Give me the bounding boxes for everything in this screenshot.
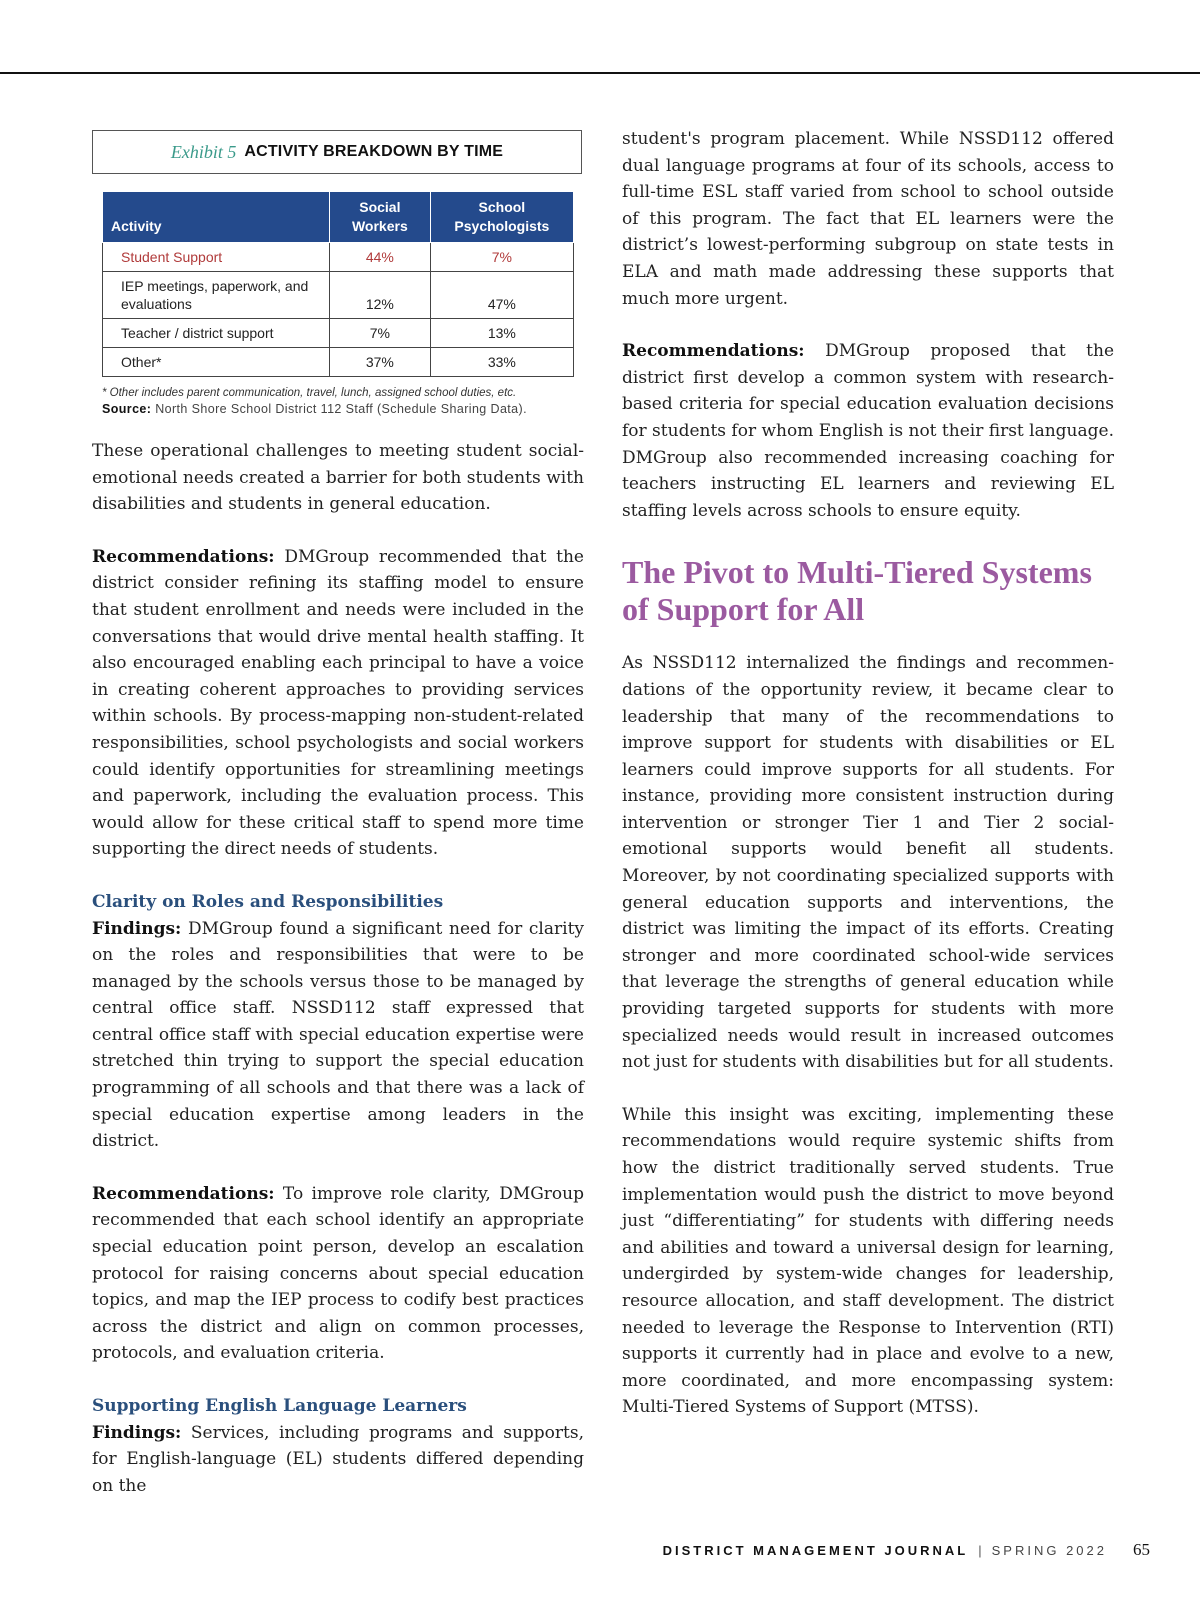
journal-name: DISTRICT MANAGEMENT JOURNAL (662, 1543, 969, 1558)
paragraph: As NSSD112 internalized the findings and recommen-dations of the opportunity review, it became clear to leadership that many of the recommendations to improve support for students with disabilities or EL learners could improve supports for all students. For instance, providing more consistent instruction during intervention or stronger Tier 1 and Tier 2 social-emotional supports would benefit all students. Moreover, by not coordinating specialized supports with general education supports and interventions, the district was limiting the impact of its efforts. Creating stronger and more coordinated school-wide services that leverage the strengths of general education while providing targeted supports for students with more specialized needs would result in increased outcomes not just for students with disabilities but for all students. (622, 653, 1114, 1073)
cell-social-workers: 37% (330, 348, 431, 377)
table-row (103, 348, 574, 377)
cell-activity: Other* (103, 348, 330, 377)
run-in-label: Findings: (92, 918, 182, 939)
paragraph-text: DMGroup recommended that the district consider refining its staffing model to ensure that student enrollment and needs were included in the conversations that would drive mental health staffing. It also encouraged enabling each principal to have a voice in creating coherent approaches to providing services within schools. By process-mapping non-student-related responsibilities, school psychologists and social workers could identify opportunities for streamlining meetings and paperwork, including the evaluation process. This would allow for these critical staff to spend more time supporting the direct needs of students. (92, 546, 584, 860)
subheading: Clarity on Roles and Responsibilities (92, 891, 444, 912)
table-header-row (103, 192, 574, 243)
table-row (103, 243, 574, 272)
exhibit-header (92, 130, 582, 174)
paragraph (92, 1181, 584, 1367)
page-number: 65 (1133, 1540, 1150, 1559)
subheading: Supporting English Language Learners (92, 1396, 467, 1416)
section-heading: The Pivot to Multi-Tiered Systems of Support for All (622, 554, 1092, 628)
table-row (103, 319, 574, 348)
run-in-label: Findings: (92, 1422, 182, 1443)
exhibit-title: ACTIVITY BREAKDOWN BY TIME (244, 143, 504, 160)
paragraph: These operational challenges to meeting student social-emotional needs created a barrier for both students with disabilities and students in general education. (92, 441, 584, 515)
paragraph (92, 1420, 584, 1500)
header-activity: Activity (103, 192, 330, 243)
cell-psychologists: 13% (430, 319, 573, 348)
run-in-label: Recommendations: (92, 546, 275, 567)
activity-table (102, 191, 574, 377)
paragraph: While this insight was exciting, implementing these recommendations would require systemic shifts from how the district traditionally served students. True implementation would push the district to move beyond just “differentiating” for students with differing needs and abilities and toward a universal design for learning, undergirded by system-wide changes for leadership, resource allocation, and staff development. The district needed to leverage the Response to Intervention (RTI) supports it currently had in place and evolve to a new, more coordinated, and more encompassing system: Multi-Tiered Systems of Support (MTSS). (622, 1104, 1114, 1418)
source-label: Source: (102, 402, 152, 416)
paragraph: student's program placement. While NSSD112 offered dual language programs at four of its schools, access to full-time ESL staff varied from school to school outside of this program. The fact that EL learners were the district’s lowest-performing subgroup on state tests in ELA and math made addressing these supports that much more urgent. (622, 129, 1114, 309)
cell-psychologists: 7% (430, 243, 573, 272)
cell-social-workers: 44% (330, 243, 431, 272)
source-text: North Shore School District 112 Staff (Schedule Sharing Data). (155, 402, 527, 416)
cell-psychologists: 33% (430, 348, 573, 377)
table-note: * Other includes parent communication, travel, lunch, assigned school duties, etc. (102, 387, 517, 399)
cell-social-workers: 7% (330, 319, 431, 348)
run-in-label: Recommendations: (622, 341, 805, 362)
run-in-label: Recommendations: (92, 1183, 275, 1204)
cell-social-workers: 12% (330, 272, 431, 319)
cell-activity: Teacher / district support (103, 319, 330, 348)
table-row (103, 272, 574, 319)
issue-season: SPRING 2022 (991, 1543, 1107, 1558)
paragraph-text: Services, including programs and supports, for English-language (EL) students differed depending on the (92, 1422, 584, 1496)
paragraph-text: To improve role clarity, DMGroup recommended that each school identify an appropriate special education point person, develop an escalation protocol for raising concerns about special education topics, and map the IEP process to codify best practices across the district and align on common processes, protocols, and evaluation criteria. (92, 1183, 585, 1364)
header-psychologists: School Psychologists (430, 192, 573, 243)
footer-separator: | (978, 1543, 982, 1558)
cell-psychologists: 47% (430, 272, 573, 319)
cell-activity: IEP meetings, paperwork, and evaluations (103, 272, 330, 319)
page-footer (663, 1540, 1150, 1560)
header-social-workers: Social Workers (330, 192, 431, 243)
cell-activity: Student Support (103, 243, 330, 272)
exhibit-label: Exhibit 5 (170, 141, 237, 162)
paragraph-text: DMGroup proposed that the district first develop a common system with research-based criteria for special education evaluation decisions for students for whom English is not their first language. DMGroup also recommended increasing coaching for teachers instructing EL learners and reviewing EL staffing levels across schools to ensure equity. (622, 341, 1115, 521)
right-column (622, 126, 1114, 1447)
paragraph (92, 544, 584, 863)
top-rule (0, 72, 1200, 74)
paragraph-text: DMGroup found a significant need for clarity on the roles and responsibilities that were to be managed by the schools versus those to be managed by central office staff. NSSD112 staff expressed that central office staff with special education expertise were stretched thin trying to support the special education programming of all schools and that there was a lack of special education expertise among leaders in the district. (92, 918, 585, 1152)
table-source (102, 402, 584, 416)
paragraph (92, 916, 584, 1155)
paragraph (622, 338, 1114, 524)
left-column (92, 120, 584, 1525)
